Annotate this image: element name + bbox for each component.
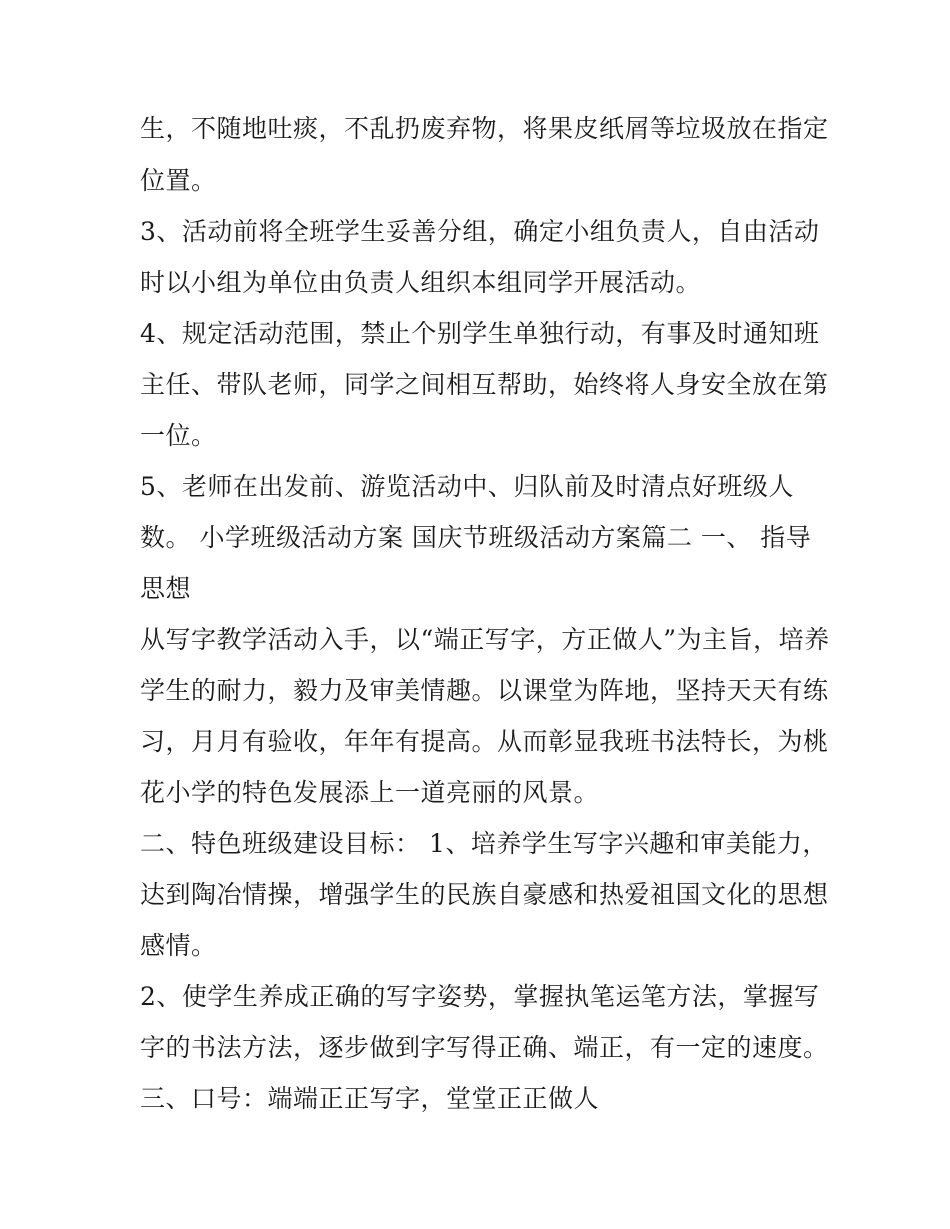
text-line: 字的书法方法，逐步做到字写得正确、端正，有一定的速度。 bbox=[140, 1033, 829, 1062]
text-line: 数。 小学班级活动方案 国庆节班级活动方案篇二 一、 指导 bbox=[140, 523, 812, 552]
text-line: 学生的耐力，毅力及审美情趣。以课堂为阵地，坚持天天有练 bbox=[140, 676, 829, 705]
text-line: 主任、带队老师，同学之间相互帮助，始终将人身安全放在第 bbox=[140, 370, 829, 399]
text-line: 从写字教学活动入手，以“端正写字，方正做人”为主旨，培养 bbox=[140, 625, 830, 654]
text-line: 2、使学生养成正确的写字姿势，掌握执笔运笔方法，掌握写 bbox=[140, 982, 820, 1011]
text-line: 二、特色班级建设目标： 1、培养学生写字兴趣和审美能力， bbox=[140, 829, 828, 858]
text-line: 位置。 bbox=[140, 166, 217, 195]
text-line: 感情。 bbox=[140, 931, 217, 960]
text-line: 一位。 bbox=[140, 421, 217, 450]
text-line: 三、口号：端端正正写字，堂堂正正做人 bbox=[140, 1084, 600, 1113]
text-line: 生，不随地吐痰，不乱扔废弃物，将果皮纸屑等垃圾放在指定 bbox=[140, 114, 829, 143]
text-line: 花小学的特色发展添上一道亮丽的风景。 bbox=[140, 778, 600, 807]
text-line: 思想 bbox=[140, 574, 192, 603]
text-line: 5、老师在出发前、游览活动中、归队前及时清点好班级人 bbox=[140, 472, 794, 501]
text-line: 习，月月有验收，年年有提高。从而彰显我班书法特长，为桃 bbox=[140, 727, 829, 756]
text-line: 4、规定活动范围，禁止个别学生单独行动，有事及时通知班 bbox=[140, 319, 820, 348]
text-line: 3、活动前将全班学生妥善分组，确定小组负责人，自由活动 bbox=[140, 217, 820, 246]
text-line: 时以小组为单位由负责人组织本组同学开展活动。 bbox=[140, 268, 702, 297]
text-line: 达到陶冶情操，增强学生的民族自豪感和热爱祖国文化的思想 bbox=[140, 880, 829, 909]
